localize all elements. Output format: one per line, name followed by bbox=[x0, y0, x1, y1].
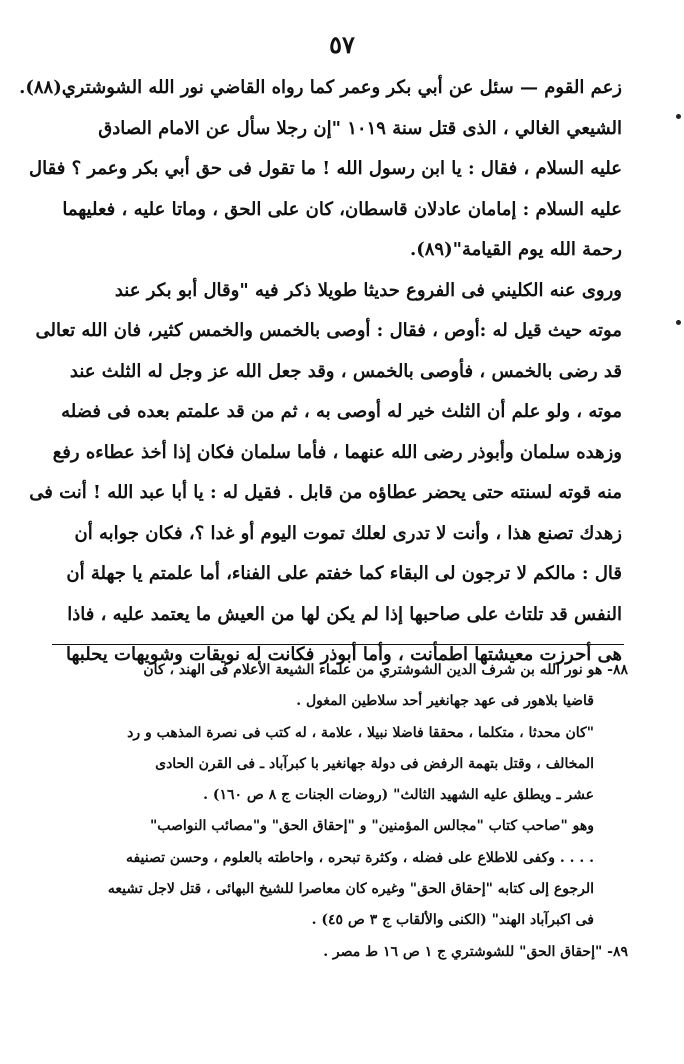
page-number: ٥٧ bbox=[329, 30, 355, 59]
footnote-line: عشر ـ ويطلق عليه الشهيد الثالث" (روضات الجنات ج ٨ ص ١٦٠) . bbox=[203, 787, 594, 804]
text-line: هى أحرزت معيشتها اطمأنت ، وأما أبوذر فكانت له نويقات وشويهات يحلبها bbox=[65, 644, 622, 665]
text-line: قد رضى بالخمس ، فأوصى بالخمس ، وقد جعل الله عز وجل له الثلث عند bbox=[69, 360, 622, 382]
footnotes bbox=[48, 655, 628, 968]
text-line: قال : مالكم لا ترجون لى البقاء كما خفتم على الفناء، أما علمتم يا جهلة أن bbox=[66, 563, 622, 584]
text-line: موته حيث قيل له :أوص ، فقال : أوصى بالخمس والخمس كثير، فان الله تعالى bbox=[35, 320, 622, 341]
text-line: وزهده سلمان وأبوذر رضى الله عنهما ، فأما سلمان فكان إذا أخذ عطاءه رفع bbox=[52, 441, 622, 463]
footnote-line: ٨٩- "إحقاق الحق" للشوشتري ج ١ ص ١٦ ط مصر . bbox=[323, 943, 628, 960]
footnote-line: قاضيا بلاهور فى عهد جهانغير أحد سلاطين المغول . bbox=[296, 693, 594, 710]
footnote-line: فى اكبرآباد الهند" (الكنى والألقاب ج ٣ ص ٤٥) . bbox=[311, 912, 594, 929]
text-line: عليه السلام ، فقال : يا ابن رسول الله ! ما تقول فى حق أبي بكر وعمر ؟ فقال bbox=[29, 158, 622, 179]
footnote-line: "كان محدثا ، متكلما ، محققا فاضلا نبيلا ، علامة ، له كتب فى نصرة المذهب و رد bbox=[127, 724, 594, 741]
text-line: موته ، ولو علم أن الثلث خير له أوصى به ، ثم من قد علمتم بعده فى فضله bbox=[61, 401, 622, 422]
footnote-line: المخالف ، وقتل بتهمة الرفض فى دولة جهانغير با كبرآباد ـ فى القرن الحادى bbox=[155, 755, 594, 772]
main-text bbox=[19, 68, 622, 676]
margin-dot-icon bbox=[676, 320, 681, 325]
footnote-line: . . . . وكفى للاطلاع على فضله ، وكثرة تبحره ، واحاطته بالعلوم ، وحسن تصنيفه bbox=[125, 849, 594, 866]
text-line: رحمة الله يوم القيامة"(٨٩). bbox=[409, 239, 622, 260]
text-line: الشيعي الغالي ، الذى قتل سنة ١٠١٩ "إن رجلا سأل عن الامام الصادق bbox=[98, 117, 622, 139]
text-line: عليه السلام : إمامان عادلان قاسطان، كان على الحق ، وماتا عليه ، فعليهما bbox=[62, 198, 622, 220]
text-line: زهدك تصنع هذا ، وأنت لا تدرى لعلك تموت اليوم أو غدا ؟، فكان جوابه أن bbox=[74, 522, 622, 544]
text-line: وروى عنه الكليني فى الفروع حديثا طويلا ذكر فيه "وقال أبو بكر عند bbox=[114, 279, 622, 301]
footnote-line: الرجوع إلى كتابه "إحقاق الحق" وغيره كان معاصرا للشيخ البهائى ، قتل لاجل تشيعه bbox=[107, 881, 594, 898]
footnote-line: وهو "صاحب كتاب "مجالس المؤمنين" و "إحقاق الحق" و"مصائب النواصب" bbox=[149, 818, 594, 835]
footnote-divider bbox=[52, 644, 624, 645]
text-line: زعم القوم — سئل عن أبي بكر وعمر كما رواه القاضي نور الله الشوشتري(٨٨). bbox=[19, 77, 622, 98]
text-line: النفس قد تلتاث على صاحبها إذا لم يكن لها من العيش ما يعتمد عليه ، فاذا bbox=[67, 603, 622, 625]
text-line: منه قوته لسنته حتى يحضر عطاؤه من قابل . فقيل له : يا أبا عبد الله ! أنت فى bbox=[29, 482, 622, 503]
margin-dot-icon bbox=[676, 114, 681, 119]
footnote-line: ٨٨- هو نور الله بن شرف الدين الشوشتري من علماء الشيعة الأعلام فى الهند ، كان bbox=[143, 662, 628, 678]
